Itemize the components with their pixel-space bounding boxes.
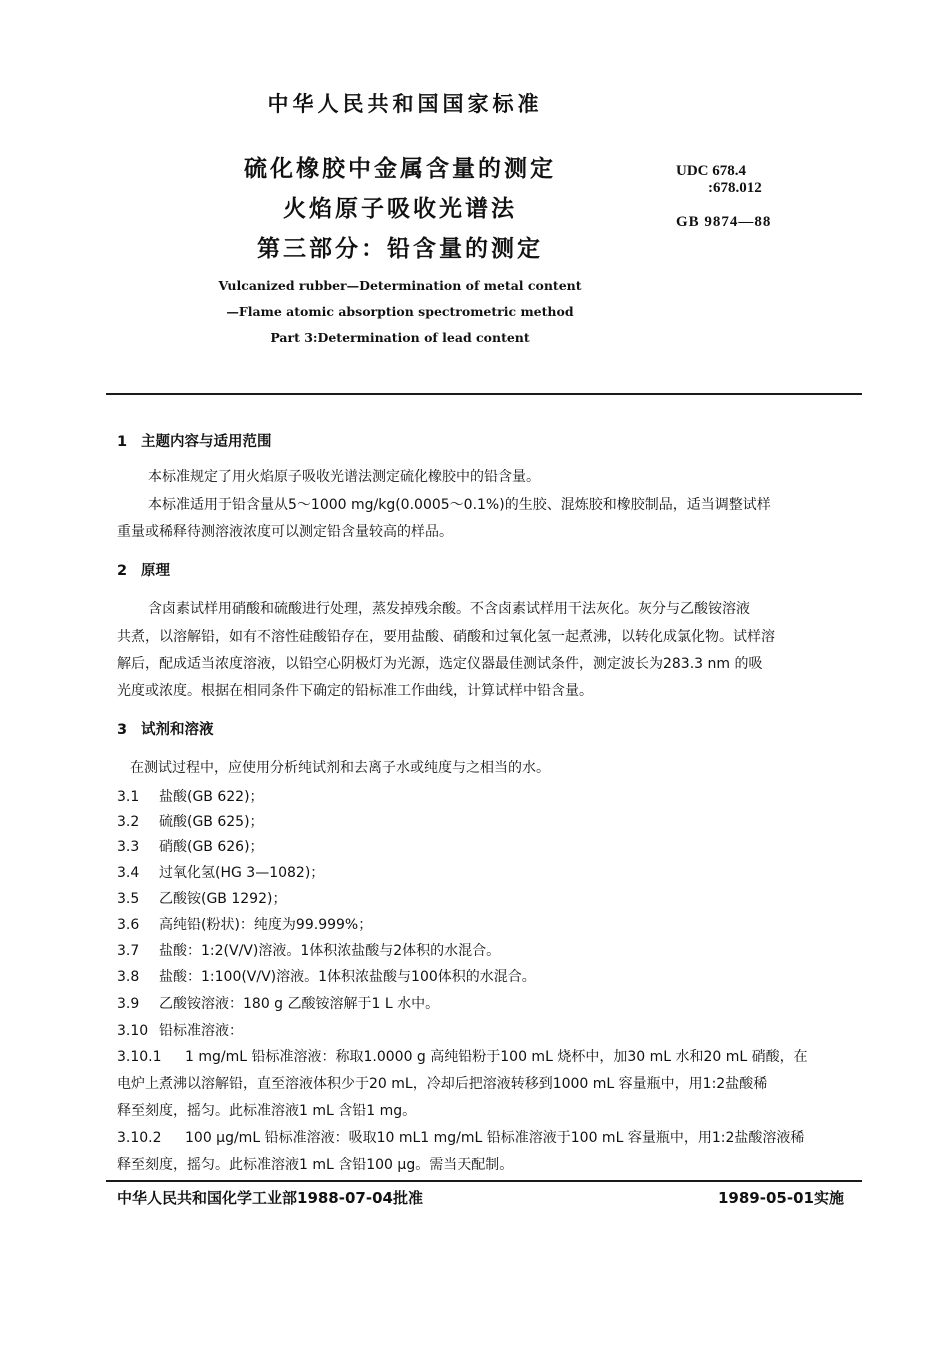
- title-en-line-2: —Flame atomic absorption spectrometric method: [226, 304, 574, 319]
- item-number: 3.7: [117, 943, 140, 959]
- item-text: 盐酸(GB 622)；: [159, 789, 264, 805]
- item-number: 3.8: [117, 969, 140, 985]
- item-text: 铅标准溶液：: [159, 1023, 243, 1039]
- udc-number-continued: :678.012: [708, 180, 762, 196]
- item-number: 3.5: [117, 891, 140, 907]
- implementation-date: 1989-05-01实施: [718, 1189, 844, 1207]
- item-number: 3.9: [117, 996, 140, 1012]
- item-text: 100 μg/mL 铅标准溶液：吸取10 mL1 mg/mL 铅标准溶液于100 mL 容量瓶中，用1:2盐酸溶液稀: [185, 1130, 805, 1146]
- list-item: [117, 940, 500, 960]
- title-cn-line-2: 火焰原子吸收光谱法: [283, 196, 517, 222]
- paragraph: 解后，配成适当浓度溶液，以铅空心阴极灯为光源，选定仪器最佳测试条件，测定波长为283.3 nm 的吸: [117, 656, 763, 672]
- section-number: 2: [117, 563, 128, 579]
- title-en-line-3: Part 3:Determination of lead content: [270, 330, 530, 345]
- list-item-continued: 释至刻度，摇匀。此标准溶液1 mL 含铅100 μg。需当天配制。: [117, 1157, 514, 1173]
- item-text: 乙酸铵溶液：180 g 乙酸铵溶解于1 L 水中。: [159, 996, 440, 1012]
- section-number: 1: [117, 434, 128, 450]
- item-number: 3.3: [117, 839, 140, 855]
- item-number: 3.10: [117, 1023, 149, 1039]
- list-item: [117, 1020, 243, 1040]
- title-cn-line-3: 第三部分：铅含量的测定: [257, 236, 543, 262]
- item-number: 3.1: [117, 789, 140, 805]
- item-text: 盐酸：1:100(V/V)溶液。1体积浓盐酸与100体积的水混合。: [159, 969, 536, 985]
- item-number: 3.2: [117, 814, 140, 830]
- item-number: 3.6: [117, 917, 140, 933]
- list-item: [117, 1046, 808, 1066]
- item-text: 过氧化氢(HG 3—1082)；: [159, 865, 325, 881]
- section-title: 原理: [141, 563, 170, 579]
- gb-standard-number: GB 9874—88: [676, 214, 772, 230]
- title-cn-line-1: 硫化橡胶中金属含量的测定: [244, 156, 556, 182]
- list-item-continued: 释至刻度，摇匀。此标准溶液1 mL 含铅1 mg。: [117, 1103, 417, 1119]
- section-title: 试剂和溶液: [141, 722, 214, 738]
- section-3-heading: [117, 718, 214, 739]
- header-divider: [106, 393, 862, 395]
- list-item: [117, 786, 264, 806]
- paragraph: 含卤素试样用硝酸和硫酸进行处理，蒸发掉残余酸。不含卤素试样用干法灰化。灰分与乙酸铵溶液: [148, 601, 750, 617]
- list-item: [117, 1127, 804, 1147]
- paragraph: 共煮，以溶解铅，如有不溶性硅酸铅存在，要用盐酸、硝酸和过氧化氢一起煮沸，以转化成氯化物。试样溶: [117, 629, 775, 645]
- item-text: 盐酸：1:2(V/V)溶液。1体积浓盐酸与2体积的水混合。: [159, 943, 501, 959]
- list-item: [117, 862, 324, 882]
- section-1-heading: [117, 430, 272, 451]
- list-item: [117, 811, 264, 831]
- paragraph: 本标准规定了用火焰原子吸收光谱法测定硫化橡胶中的铅含量。: [148, 469, 540, 485]
- list-item: [117, 993, 439, 1013]
- approval-text: 中华人民共和国化学工业部1988-07-04批准: [117, 1189, 423, 1207]
- item-text: 硝酸(GB 626)；: [159, 839, 264, 855]
- item-number: 3.10.1: [117, 1049, 162, 1065]
- national-standard-heading: 中华人民共和国国家标准: [267, 92, 543, 116]
- title-en-line-1: Vulcanized rubber—Determination of metal content: [218, 278, 582, 293]
- item-text: 乙酸铵(GB 1292)；: [159, 891, 287, 907]
- item-number: 3.4: [117, 865, 140, 881]
- paragraph: 本标准适用于铅含量从5～1000 mg/kg(0.0005～0.1%)的生胶、混炼胶和橡胶制品，适当调整试样: [148, 497, 771, 513]
- list-item: [117, 966, 536, 986]
- udc-number: UDC 678.4: [676, 163, 746, 179]
- item-text: 高纯铅(粉状)：纯度为99.999%；: [159, 917, 373, 933]
- list-item: [117, 914, 372, 934]
- item-text: 1 mg/mL 铅标准溶液：称取1.0000 g 高纯铅粉于100 mL 烧杯中，加30 mL 水和20 mL 硝酸，在: [185, 1049, 808, 1065]
- paragraph: 重量或稀释待测溶液浓度可以测定铅含量较高的样品。: [117, 524, 453, 540]
- item-number: 3.10.2: [117, 1130, 162, 1146]
- list-item-continued: 电炉上煮沸以溶解铅，直至溶液体积少于20 mL，冷却后把溶液转移到1000 mL 容量瓶中，用1:2盐酸稀: [117, 1076, 768, 1092]
- section-title: 主题内容与适用范围: [141, 434, 272, 450]
- paragraph: 在测试过程中，应使用分析纯试剂和去离子水或纯度与之相当的水。: [130, 760, 550, 776]
- paragraph: 光度或浓度。根据在相同条件下确定的铅标准工作曲线，计算试样中铅含量。: [117, 683, 593, 699]
- item-text: 硫酸(GB 625)；: [159, 814, 264, 830]
- section-2-heading: [117, 559, 170, 580]
- list-item: [117, 888, 286, 908]
- footer-divider: [106, 1180, 862, 1182]
- section-number: 3: [117, 722, 128, 738]
- list-item: [117, 836, 264, 856]
